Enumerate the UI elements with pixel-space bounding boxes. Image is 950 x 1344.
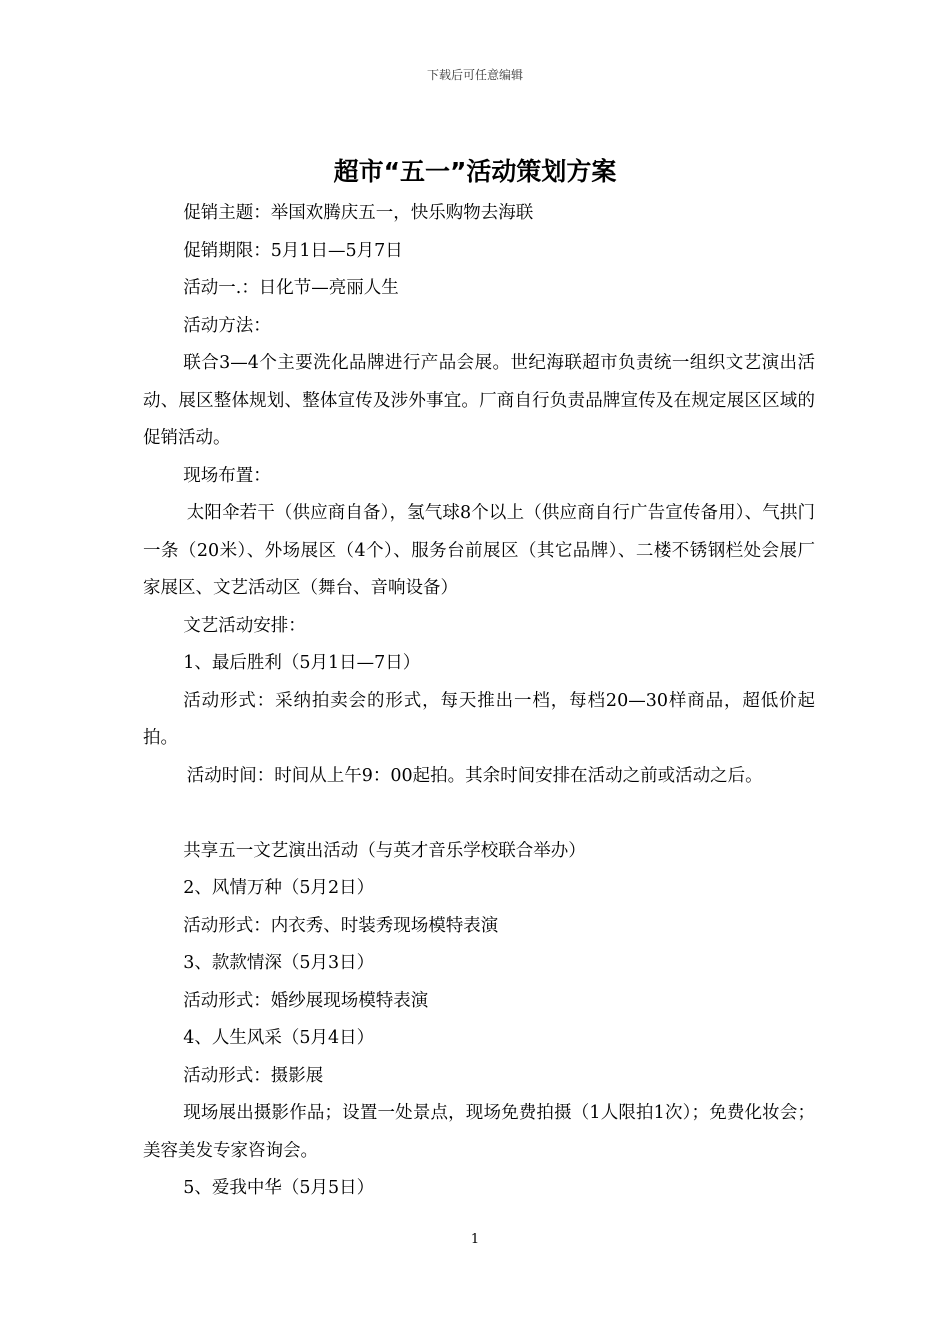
event-3-heading: 3、款款情深（5月3日）	[183, 953, 375, 973]
document-title: 超市“五一”活动策划方案	[333, 157, 617, 186]
activity-method-paragraph: 联合3—4个主要洗化品牌进行产品会展。世纪海联超市负责统一组织文艺演出活动、展区整体规划、整体宣传及涉外事宜。厂商自行负责品牌宣传及在规定展区区域的促销活动。	[143, 353, 815, 448]
event-4-format-paragraph: 活动形式：摄影展	[183, 1065, 324, 1086]
document-body	[143, 195, 815, 1208]
activity-method-heading: 活动方法：	[183, 315, 271, 336]
site-layout-paragraph: 太阳伞若干（供应商自备），氢气球8个以上（供应商自行广告宣传备用）、气拱门一条（20米）、外场展区（4个）、服务台前展区（其它品牌）、二楼不锈钢栏处会展厂家展区、文艺活动区（舞台、音响设备）	[143, 503, 815, 598]
event-2-heading: 2、风情万种（5月2日）	[183, 878, 375, 898]
arts-schedule-heading: 文艺活动安排：	[183, 615, 306, 636]
event-1-format-paragraph: 活动形式：采纳拍卖会的形式，每天推出一档，每档20—30样商品，超低价起拍。	[143, 690, 815, 748]
event-5-heading: 5、爱我中华（5月5日）	[183, 1178, 375, 1198]
page-number: 1	[470, 1232, 480, 1247]
blank-line	[143, 795, 815, 833]
event-4-details-paragraph: 现场展出摄影作品；设置一处景点，现场免费拍摄（1人限拍1次）；免费化妆会；美容美发专家咨询会。	[143, 1103, 815, 1161]
page-header: 下载后可任意编辑	[426, 68, 523, 82]
event-1-time-paragraph: 活动时间：时间从上午9：00起拍。其余时间安排在活动之前或活动之后。	[186, 765, 763, 786]
event-2-format-paragraph: 活动形式：内衣秀、时装秀现场模特表演	[183, 915, 499, 936]
shared-performance-heading: 共享五一文艺演出活动（与英才音乐学校联合举办）	[183, 840, 586, 861]
event-4-heading: 4、人生风采（5月4日）	[183, 1028, 375, 1048]
promo-theme-paragraph: 促销主题：举国欢腾庆五一，快乐购物去海联	[183, 203, 534, 223]
promo-period-paragraph: 促销期限：5月1日—5月7日	[183, 240, 403, 261]
site-layout-heading: 现场布置：	[183, 465, 271, 486]
event-1-heading: 1、最后胜利（5月1日—7日）	[183, 653, 421, 673]
event-3-format-paragraph: 活动形式：婚纱展现场模特表演	[183, 990, 429, 1011]
activity-one-heading: 活动一.：日化节—亮丽人生	[183, 278, 399, 298]
